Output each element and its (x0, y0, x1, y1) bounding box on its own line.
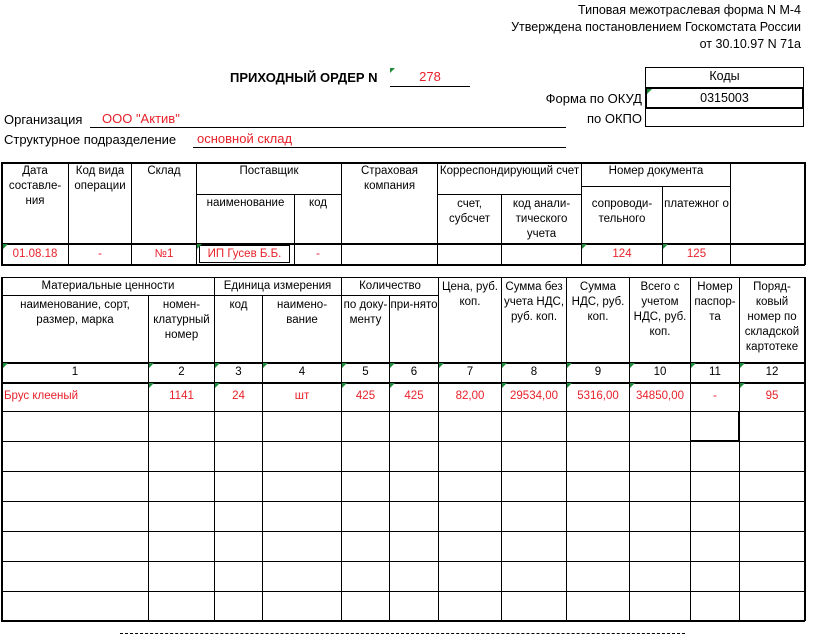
cell-marker (197, 244, 202, 249)
t2-line (1, 561, 805, 562)
okud-value: 0315003 (700, 91, 749, 105)
col-num: 8 (530, 366, 538, 378)
col-price: Цена, руб. коп. (442, 281, 498, 308)
row-analytic (502, 245, 581, 264)
col-serial: Поряд-ковый номер по складской картотеке (744, 281, 800, 353)
col-unit-code: код (229, 299, 248, 311)
col-doc-payment: платежног о (664, 198, 729, 210)
cell-marker (630, 383, 635, 388)
row-material-name: Брус клееный (4, 389, 79, 402)
t2-line (1, 277, 805, 278)
row-nomen: 1141 (169, 389, 194, 402)
t1-line (804, 162, 806, 265)
t1-line (196, 194, 341, 195)
col-qty-doc: по доку-менту (343, 299, 388, 326)
col-corr-subaccount: счет, субсчет (449, 198, 490, 225)
col-supplier: Поставщик (239, 165, 299, 177)
order-number: 278 (390, 69, 470, 87)
org-label: Организация (4, 112, 83, 127)
col-supplier-code: код (308, 197, 327, 209)
col-op-code: Код вида операции (74, 165, 126, 192)
col-num: 10 (653, 366, 667, 378)
col-num: 9 (594, 366, 602, 378)
col-material-name: наименование, сорт, размер, марка (20, 299, 130, 326)
row-qty-doc: 425 (355, 389, 376, 402)
row-account (438, 245, 501, 264)
col-quantity: Количество (359, 280, 421, 292)
cell-marker (567, 383, 572, 388)
t2-line (214, 295, 438, 296)
okpo-label: по ОКПО (586, 111, 642, 126)
row-warehouse: №1 (154, 248, 174, 260)
org-value: ООО "Актив" (102, 111, 180, 126)
t2-line (1, 441, 805, 442)
t2-line (1, 501, 805, 502)
col-date: Дата составле-ния (8, 165, 62, 207)
t2-line (1, 295, 214, 296)
cell-marker (342, 363, 347, 368)
dept-label: Структурное подразделение (4, 132, 177, 147)
col-unit: Единица измерения (223, 280, 332, 292)
approval-line: Утверждена постановлением Госкомстата России (511, 20, 801, 34)
cell-marker (582, 244, 587, 249)
col-num: 11 (709, 366, 721, 378)
row-unit-name: шт (294, 389, 310, 402)
t1-line (730, 162, 731, 265)
col-num: 1 (71, 366, 79, 378)
order-title: ПРИХОДНЫЙ ОРДЕР N (230, 70, 378, 85)
row-date: 01.08.18 (12, 248, 58, 260)
col-material-values: Материальные ценности (41, 280, 175, 292)
row-price: 82,00 (455, 389, 485, 402)
row-qty-accepted: 425 (404, 389, 424, 402)
cell-marker (691, 363, 696, 368)
cell-marker (215, 363, 220, 368)
row-supplier-name: ИП Гусев Б.Б. (207, 248, 282, 260)
cell-marker (567, 363, 572, 368)
col-doc-accomp: сопроводи-тельного (591, 198, 653, 225)
cell-marker (342, 383, 347, 388)
row-vat: 5316,00 (577, 389, 619, 402)
t2-line (804, 277, 806, 621)
cell-marker (502, 383, 507, 388)
row-total: 34850,00 (636, 389, 684, 402)
col-qty-accepted: при-нято (390, 299, 438, 311)
dept-underline (193, 147, 566, 148)
form-type-line: Типовая межотраслевая форма N М-4 (578, 3, 801, 17)
okud-label: Форма по ОКУД (545, 91, 642, 106)
col-total-with-vat: Всего с учетом НДС, руб. коп. (633, 281, 687, 338)
t2-line (1, 620, 805, 622)
dept-value: основной склад (197, 131, 293, 146)
col-num: 3 (235, 366, 242, 378)
t1-line (581, 186, 730, 187)
cell-marker (215, 383, 220, 388)
row-payment: 125 (686, 248, 707, 260)
col-doc-number: Номер документа (608, 165, 704, 177)
col-unit-name: наимено-вание (276, 299, 328, 326)
col-corr-analytic: код анали-тического учета (512, 198, 571, 240)
cell-marker (390, 383, 395, 388)
selected-cell[interactable] (690, 411, 739, 441)
page-break-line (120, 633, 685, 634)
row-insurer (342, 245, 437, 264)
t2-line (1, 471, 805, 472)
col-num: 5 (362, 366, 369, 378)
t2-line (1, 531, 805, 532)
col-sum-without-vat: Сумма без учета НДС, руб. коп. (503, 281, 565, 323)
col-corr-account: Корреспондирующий счет (439, 165, 580, 177)
cell-marker (263, 363, 268, 368)
t2-line (1, 382, 805, 384)
col-passport: Номер паспор-та (694, 281, 736, 323)
cell-marker (149, 383, 154, 388)
col-supplier-name: наименование (206, 197, 285, 209)
cell-marker (630, 363, 635, 368)
col-num: 2 (178, 366, 185, 378)
cell-marker (647, 89, 652, 94)
cell-marker (390, 363, 395, 368)
approval-date-line: от 30.10.97 N 71а (699, 37, 801, 51)
col-insurer: Страховая компания (361, 165, 418, 192)
t2-line (1, 591, 805, 592)
cell-marker (149, 363, 154, 368)
cell-marker (439, 363, 444, 368)
col-nomen-number: номен-клатурный номер (153, 299, 210, 341)
cell-marker (663, 244, 668, 249)
row-op-code: - (98, 248, 102, 260)
col-num: 7 (466, 366, 474, 378)
t1-line (437, 194, 581, 195)
cell-marker (3, 244, 8, 249)
codes-title: Коды (709, 69, 740, 83)
col-num: 4 (298, 366, 306, 378)
cell-marker (390, 68, 395, 73)
cell-marker (502, 363, 507, 368)
row-supplier-code: - (316, 248, 320, 260)
cell-marker (740, 363, 745, 368)
row-unit-code: 24 (232, 389, 245, 402)
col-warehouse: Склад (147, 165, 181, 177)
col-num: 12 (765, 366, 779, 378)
col-num: 6 (410, 366, 418, 378)
row-accomp: 124 (612, 248, 632, 260)
cell-marker (3, 363, 8, 368)
org-underline (90, 127, 566, 128)
row-serial: 95 (765, 389, 779, 402)
t1-line (1, 264, 805, 266)
cell-marker (740, 383, 745, 388)
t2-line (1, 411, 805, 412)
row-passport: - (713, 389, 717, 402)
col-vat: Сумма НДС, руб. коп. (571, 281, 625, 323)
row-sum-without-vat: 29534,00 (510, 389, 558, 402)
